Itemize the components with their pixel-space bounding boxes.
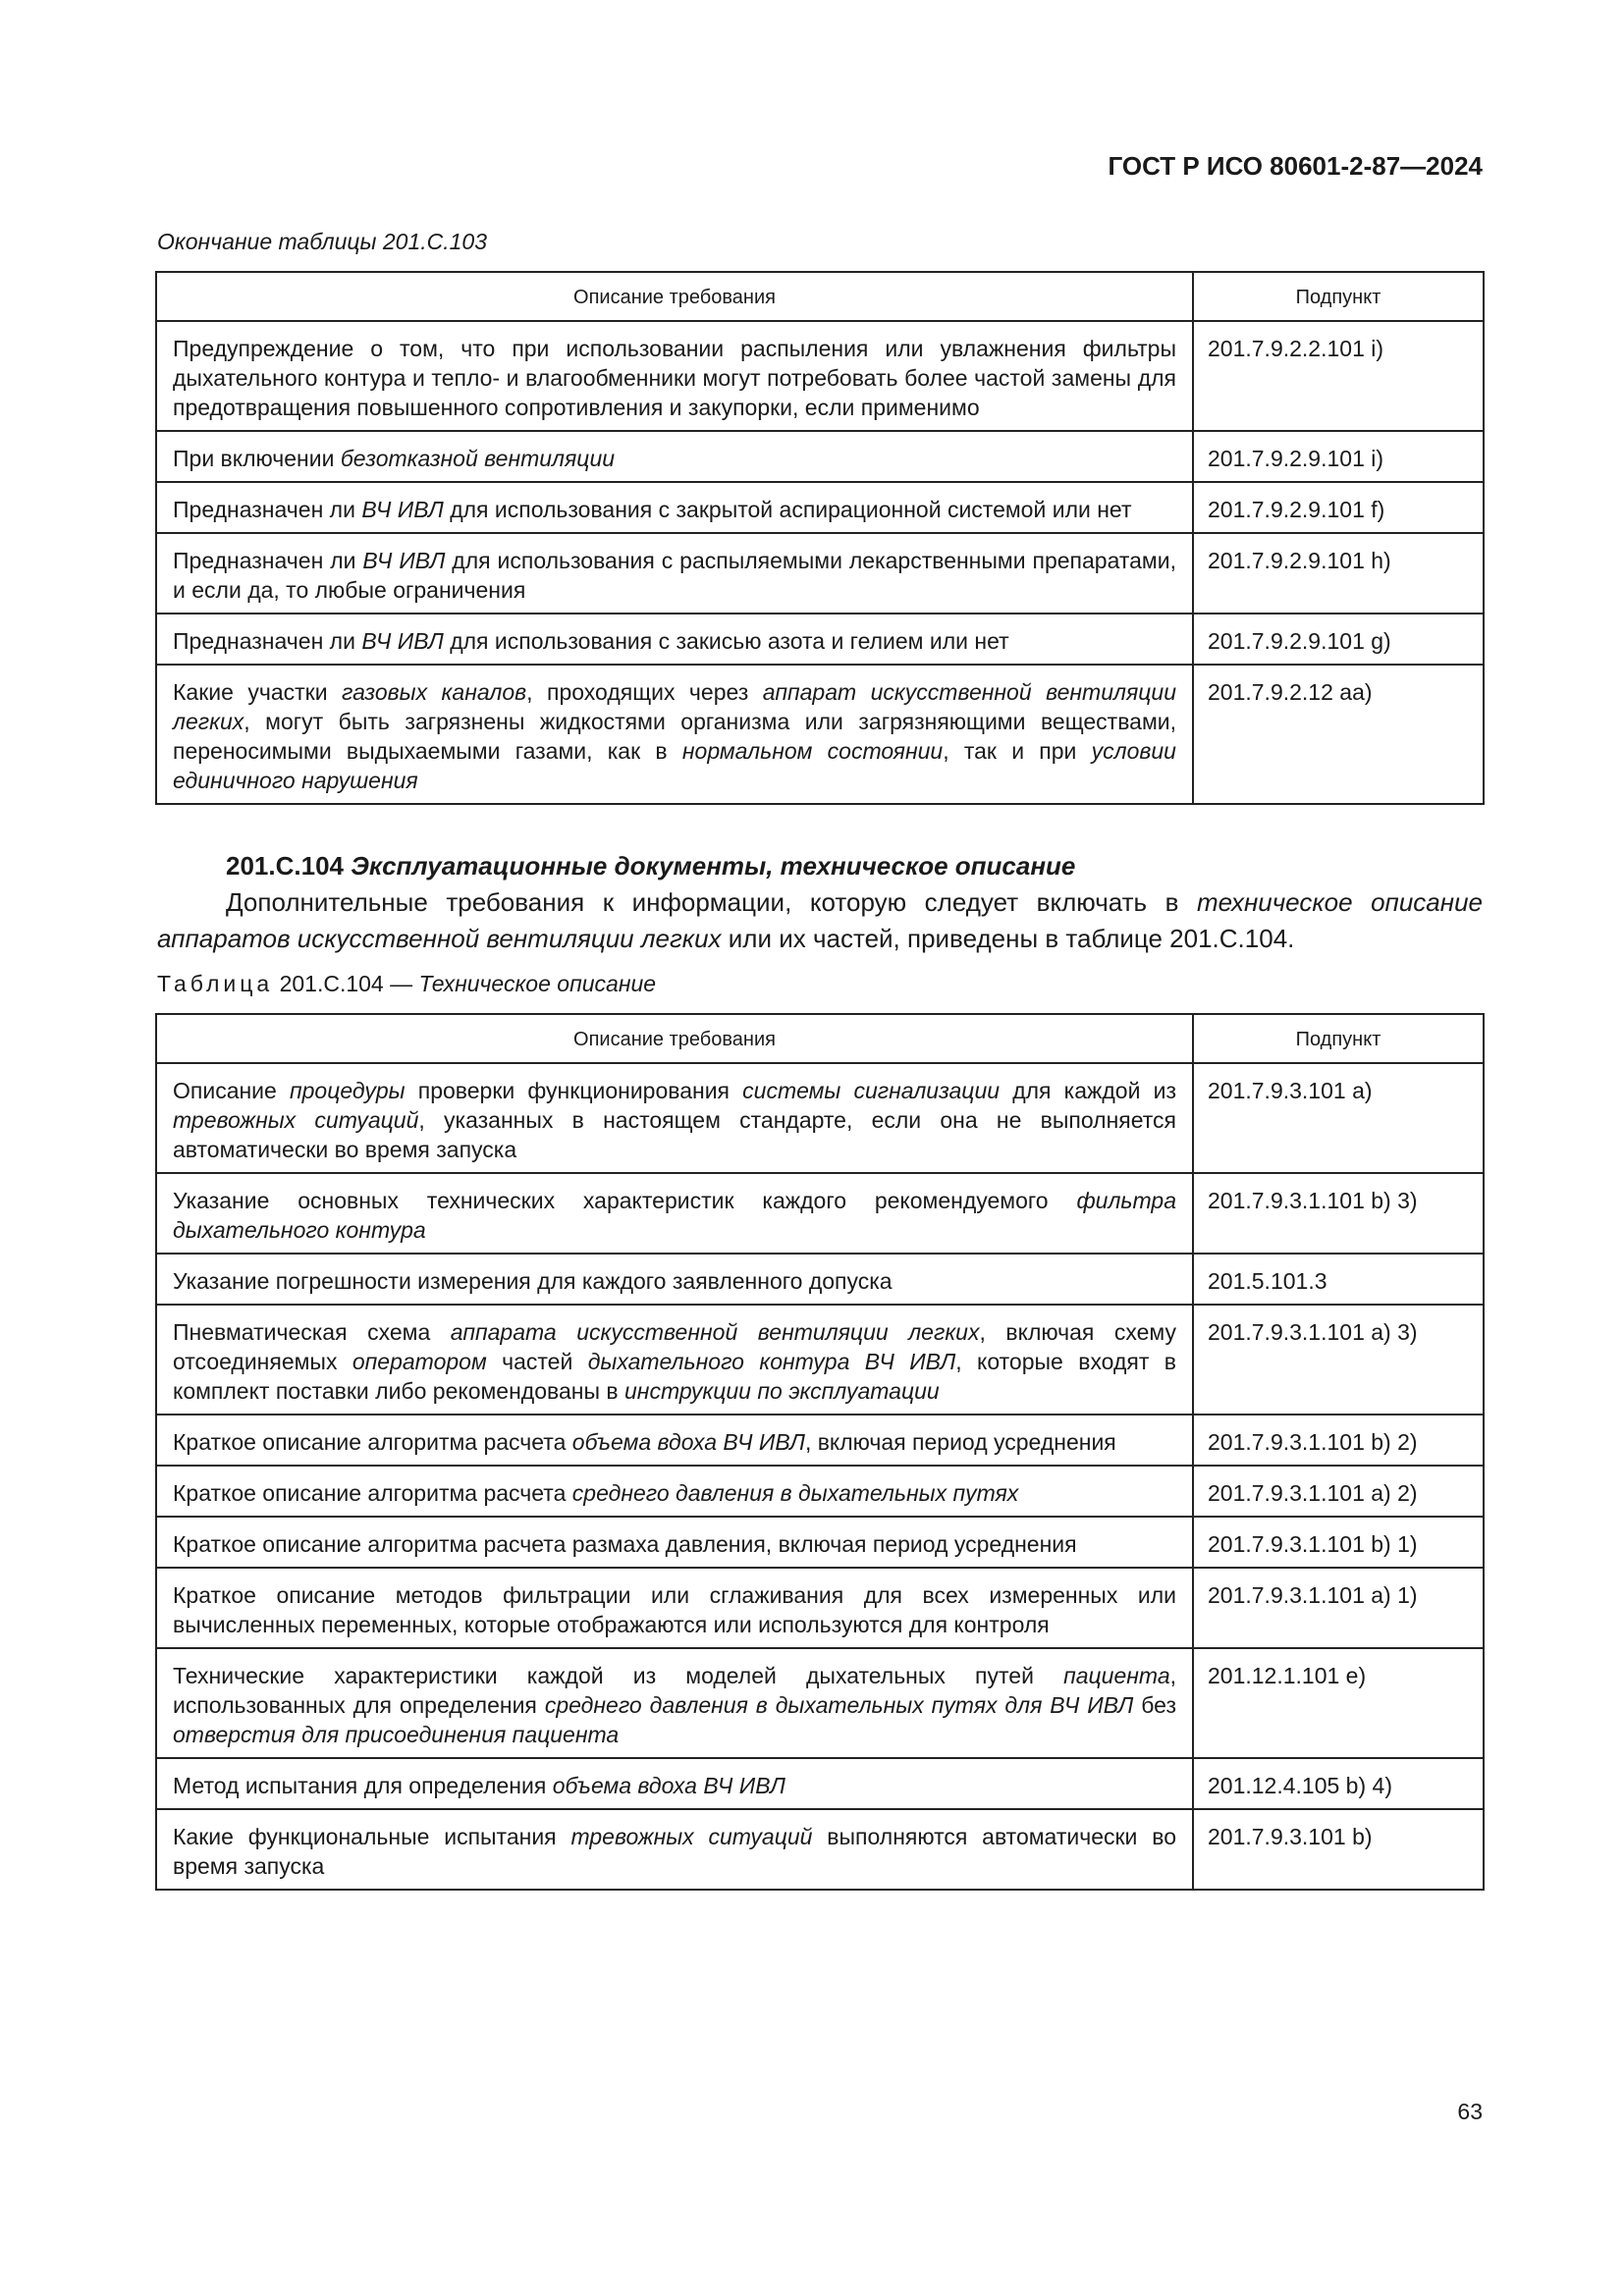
table-row	[156, 1466, 1484, 1517]
text-run: Предназначен ли	[173, 548, 363, 573]
text-run: или их частей, приведены в таблице 201.С.104.	[721, 924, 1295, 953]
requirement-cell	[156, 533, 1193, 614]
section-paragraph	[157, 884, 1483, 957]
section-number: 201.С.104	[226, 851, 344, 881]
requirement-cell	[156, 1758, 1193, 1809]
term-italic: отверстия для присоединения пациента	[173, 1722, 620, 1747]
term-italic: дыхательного контура ВЧ ИВЛ	[587, 1349, 956, 1374]
table-row	[156, 614, 1484, 665]
text-run: , могут быть загрязнены жидкостями организма или загрязняющими веществами, переносимыми выдыхаемыми газами, как в	[173, 709, 1176, 764]
text-run: Краткое описание алгоритма расчета	[173, 1480, 572, 1506]
text-run: Пневматическая схема	[173, 1319, 451, 1345]
text-run: Краткое описание алгоритма расчета	[173, 1429, 572, 1455]
text-run: , использованных для определения	[173, 1663, 1176, 1718]
subclause-cell: 201.7.9.3.1.101 a) 1)	[1193, 1568, 1484, 1648]
subclause-cell: 201.12.4.105 b) 4)	[1193, 1758, 1484, 1809]
subclause-cell: 201.7.9.2.9.101 h)	[1193, 533, 1484, 614]
subclause-cell: 201.7.9.3.101 b)	[1193, 1809, 1484, 1890]
table-row	[156, 1415, 1484, 1466]
table-row	[156, 1305, 1484, 1415]
term-italic: оператором	[352, 1349, 487, 1374]
column-header-requirement: Описание требования	[156, 1014, 1193, 1063]
text-run: без	[1133, 1692, 1176, 1718]
text-run: для использования с закрытой аспирационной системой или нет	[443, 497, 1132, 522]
table-row	[156, 533, 1484, 614]
requirement-cell	[156, 1809, 1193, 1890]
text-run: Предназначен ли	[173, 497, 362, 522]
text-run: , так и при	[943, 738, 1092, 764]
term-italic: тревожных ситуаций	[570, 1824, 813, 1849]
section-title: Эксплуатационные документы, техническое описание	[351, 851, 1076, 881]
text-run: , которые входят в комплект поставки либо рекомендованы в	[173, 1349, 1176, 1404]
text-run: , включая период усреднения	[804, 1429, 1116, 1455]
table-row	[156, 431, 1484, 482]
table-row	[156, 1173, 1484, 1254]
requirement-cell	[156, 1568, 1193, 1648]
text-run: Метод испытания для определения	[173, 1773, 553, 1798]
subclause-cell: 201.7.9.3.1.101 b) 1)	[1193, 1517, 1484, 1568]
requirement-cell	[156, 321, 1193, 431]
subclause-cell: 201.7.9.2.9.101 i)	[1193, 431, 1484, 482]
requirement-cell	[156, 665, 1193, 804]
section-heading	[157, 848, 1483, 884]
table-row	[156, 1568, 1484, 1648]
text-run: Указание погрешности измерения для каждого заявленного допуска	[173, 1268, 893, 1294]
term-italic: нормальном состоянии	[681, 738, 944, 764]
requirement-cell	[156, 1466, 1193, 1517]
page-number: 63	[1457, 2099, 1483, 2124]
term-italic: аппарата искусственной вентиляции легких	[450, 1319, 980, 1345]
term-italic: ВЧ ИВЛ	[361, 628, 444, 654]
table-header-row	[156, 272, 1484, 321]
table-header-row	[156, 1014, 1484, 1063]
subclause-cell: 201.7.9.3.1.101 a) 3)	[1193, 1305, 1484, 1415]
text-run: Какие функциональные испытания	[173, 1824, 571, 1849]
section-201-c-104	[157, 848, 1483, 957]
text-run: проверки функционирования	[405, 1078, 743, 1103]
text-run: Краткое описание алгоритма расчета размаха давления, включая период усреднения	[173, 1531, 1077, 1557]
subclause-cell: 201.7.9.2.9.101 f)	[1193, 482, 1484, 533]
subclause-cell: 201.7.9.3.1.101 b) 2)	[1193, 1415, 1484, 1466]
text-run: для каждой из	[1000, 1078, 1176, 1103]
table-title: Техническое описание	[418, 971, 657, 996]
text-run: Предназначен ли	[173, 628, 362, 654]
subclause-cell: 201.12.1.101 e)	[1193, 1648, 1484, 1758]
term-italic: аппарат искусственной вентиляции легких	[173, 679, 1176, 734]
text-run: , проходящих через	[526, 679, 763, 705]
table-row	[156, 1254, 1484, 1305]
table-row	[156, 1517, 1484, 1568]
text-run: При включении	[173, 446, 341, 471]
column-header-subclause: Подпункт	[1193, 272, 1484, 321]
requirement-cell	[156, 1254, 1193, 1305]
table-row	[156, 1758, 1484, 1809]
requirement-cell	[156, 1305, 1193, 1415]
term-italic: объема вдоха ВЧ ИВЛ	[552, 1773, 785, 1798]
table-label: Таблица	[157, 971, 274, 996]
table-201-c-104	[155, 1013, 1485, 1891]
subclause-cell: 201.7.9.2.9.101 g)	[1193, 614, 1484, 665]
requirement-cell	[156, 431, 1193, 482]
term-italic: условии единичного нарушения	[173, 738, 1176, 793]
term-italic: инструкции по эксплуатации	[624, 1378, 940, 1404]
table-caption	[157, 971, 656, 997]
table-row	[156, 1063, 1484, 1173]
subclause-cell: 201.5.101.3	[1193, 1254, 1484, 1305]
text-run: , включая схему отсоединяемых	[173, 1319, 1176, 1374]
text-run: Краткое описание методов фильтрации или сглаживания для всех измеренных или вычисленных переменных, которые отображаются или используются для контроля	[173, 1582, 1176, 1637]
term-italic: среднего давления в дыхательных путях для ВЧ ИВЛ	[544, 1692, 1134, 1718]
subclause-cell: 201.7.9.3.1.101 a) 2)	[1193, 1466, 1484, 1517]
text-run: частей	[486, 1349, 588, 1374]
subclause-cell: 201.7.9.2.2.101 i)	[1193, 321, 1484, 431]
subclause-cell: 201.7.9.3.101 a)	[1193, 1063, 1484, 1173]
term-italic: техническое описание аппаратов искусственной вентиляции легких	[157, 887, 1483, 953]
term-italic: среднего давления в дыхательных путях	[571, 1480, 1019, 1506]
requirement-cell	[156, 1173, 1193, 1254]
term-italic: системы сигнализации	[742, 1078, 1001, 1103]
text-run: Технические характеристики каждой из моделей дыхательных путей	[173, 1663, 1064, 1688]
requirement-cell	[156, 482, 1193, 533]
column-header-subclause: Подпункт	[1193, 1014, 1484, 1063]
table-continuation-caption: Окончание таблицы 201.С.103	[157, 229, 488, 254]
requirement-cell	[156, 1063, 1193, 1173]
subclause-cell: 201.7.9.2.12 aa)	[1193, 665, 1484, 804]
text-run: , указанных в настоящем стандарте, если она не выполняется автоматически во время запуска	[173, 1107, 1176, 1162]
table-201-c-103	[155, 271, 1485, 805]
table-row	[156, 321, 1484, 431]
table-row	[156, 1648, 1484, 1758]
text-run: Предупреждение о том, что при использовании распыления или увлажнения фильтры дыхательного контура и тепло- и влагообменники могут потребовать более частой замены для предотвращения повышенного сопротивления и закупорки, если применимо	[173, 336, 1176, 420]
requirement-cell	[156, 1415, 1193, 1466]
text-run: Какие участки	[173, 679, 343, 705]
text-run: Дополнительные требования к информации, которую следует включать в	[226, 887, 1197, 917]
term-italic: безотказной вентиляции	[340, 446, 616, 471]
text-run: для использования с закисью азота и гелием или нет	[443, 628, 1009, 654]
requirement-cell	[156, 1517, 1193, 1568]
subclause-cell: 201.7.9.3.1.101 b) 3)	[1193, 1173, 1484, 1254]
term-italic: ВЧ ИВЛ	[362, 548, 446, 573]
term-italic: ВЧ ИВЛ	[361, 497, 444, 522]
table-row	[156, 482, 1484, 533]
requirement-cell	[156, 1648, 1193, 1758]
term-italic: объема вдоха ВЧ ИВЛ	[571, 1429, 805, 1455]
text-run: для использования с распыляемыми лекарственными препаратами, и если да, то любые ограничения	[173, 548, 1176, 603]
term-italic: фильтра дыхательного контура	[173, 1188, 1176, 1243]
document-code: ГОСТ Р ИСО 80601-2-87—2024	[1108, 151, 1483, 181]
column-header-requirement: Описание требования	[156, 272, 1193, 321]
requirement-cell	[156, 614, 1193, 665]
table-number: 201.С.104 —	[273, 971, 419, 996]
term-italic: пациента	[1063, 1663, 1170, 1688]
text-run: Указание основных технических характеристик каждого рекомендуемого	[173, 1188, 1077, 1213]
table-row	[156, 1809, 1484, 1890]
term-italic: тревожных ситуаций	[173, 1107, 419, 1133]
text-run: Описание	[173, 1078, 290, 1103]
text-run: выполняются автоматически во время запуска	[173, 1824, 1176, 1879]
table-row	[156, 665, 1484, 804]
term-italic: газовых каналов	[342, 679, 527, 705]
term-italic: процедуры	[289, 1078, 406, 1103]
